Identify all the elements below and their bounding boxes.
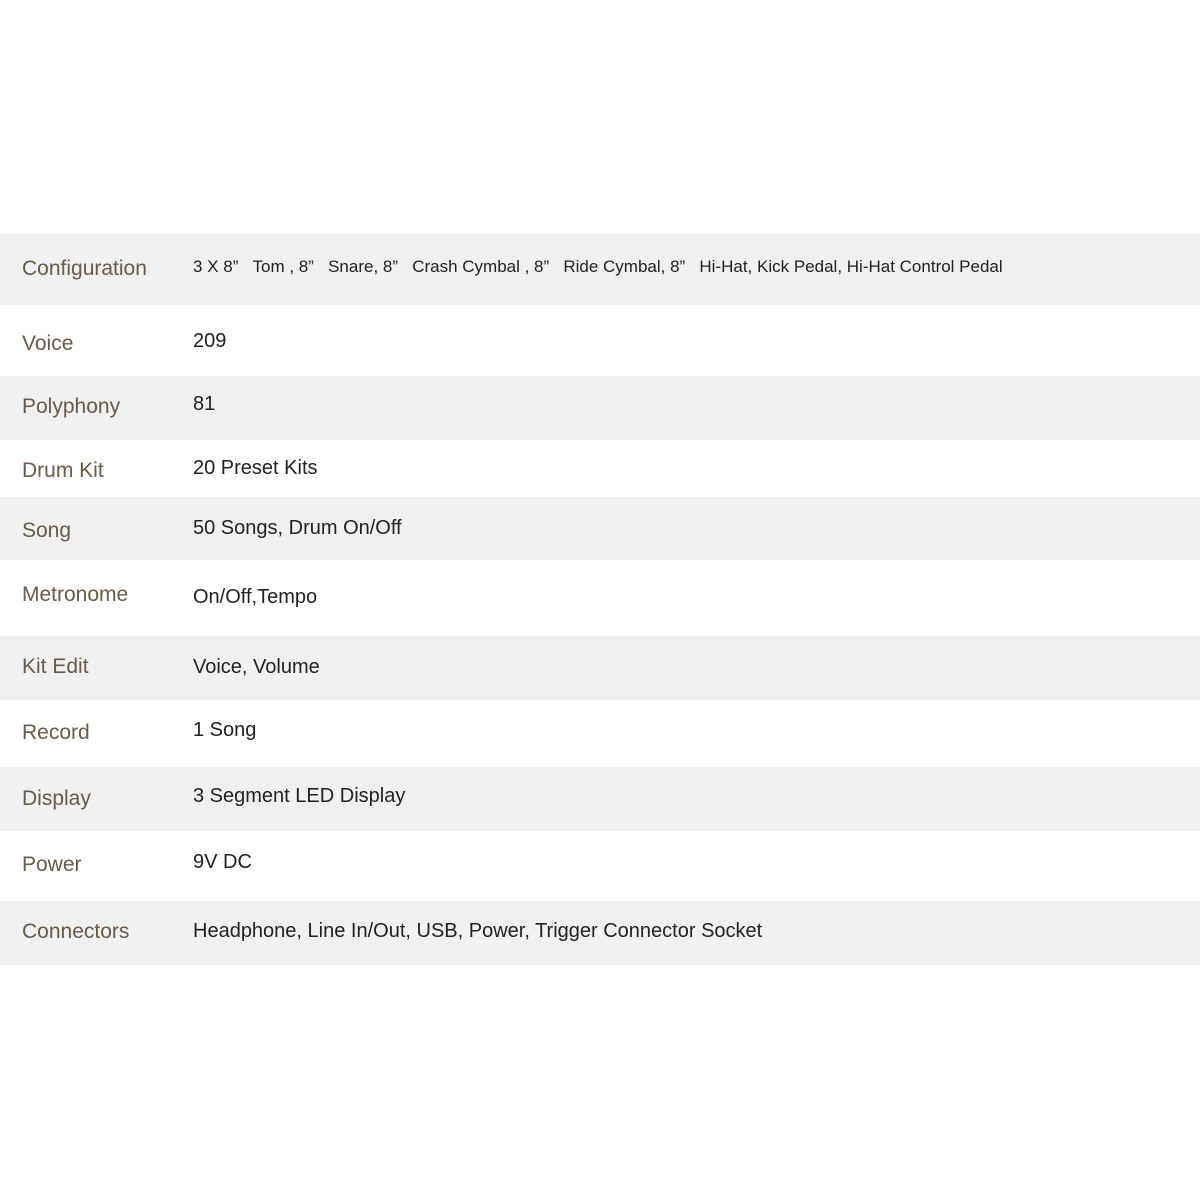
spec-row-metronome — [0, 560, 1200, 636]
spec-value: 3 X 8” Tom , 8” Snare, 8” Crash Cymbal , 8” Ride Cymbal, 8” Hi-Hat, Kick Pedal, Hi-Hat Control Pedal — [193, 257, 1003, 276]
spec-label: Drum Kit — [22, 459, 104, 482]
spec-label: Record — [22, 721, 90, 744]
spec-row-display — [0, 767, 1200, 831]
spec-row-polyphony — [0, 376, 1200, 440]
spec-row-song — [0, 497, 1200, 560]
spec-value: 9V DC — [193, 851, 252, 873]
spec-label: Kit Edit — [22, 655, 89, 678]
spec-row-record — [0, 700, 1200, 767]
spec-row-configuration — [0, 234, 1200, 305]
spec-label: Voice — [22, 332, 74, 355]
spec-label: Polyphony — [22, 395, 121, 418]
spec-label: Power — [22, 853, 82, 876]
spec-label: Metronome — [22, 583, 129, 606]
spec-label: Connectors — [22, 920, 130, 943]
spec-value: 20 Preset Kits — [193, 457, 318, 479]
spec-value: Headphone, Line In/Out, USB, Power, Trigger Connector Socket — [193, 920, 763, 942]
spec-row-kit-edit — [0, 636, 1200, 700]
spec-label: Song — [22, 519, 72, 542]
spec-label: Configuration — [22, 257, 147, 280]
spec-table — [0, 234, 1200, 965]
spec-value: 3 Segment LED Display — [193, 785, 406, 807]
spec-value: On/Off,Tempo — [193, 586, 318, 608]
spec-value: 1 Song — [193, 719, 257, 741]
spec-row-drum-kit — [0, 440, 1200, 497]
spec-value: Voice, Volume — [193, 656, 320, 678]
spec-value: 209 — [193, 330, 227, 352]
spec-value: 81 — [193, 393, 216, 415]
spec-row-connectors — [0, 901, 1200, 965]
spec-label: Display — [22, 787, 91, 810]
spec-row-power — [0, 831, 1200, 901]
spec-row-voice — [0, 305, 1200, 376]
spec-value: 50 Songs, Drum On/Off — [193, 517, 402, 539]
